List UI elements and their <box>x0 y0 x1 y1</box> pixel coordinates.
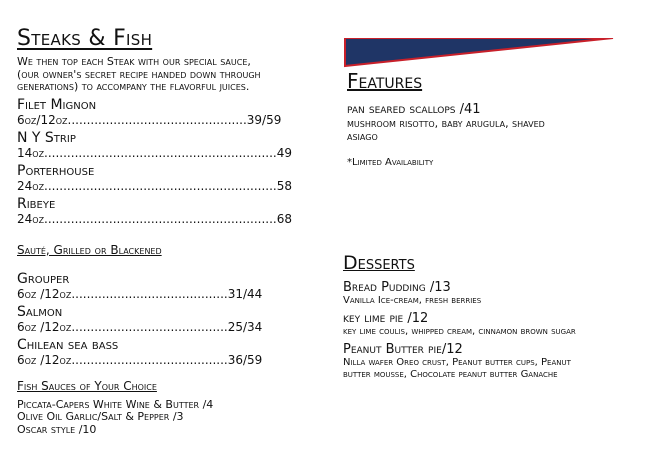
dessert-item <box>343 280 643 307</box>
dessert-item <box>343 342 643 381</box>
feature-desc-line: mushroom risotto, baby arugula, shaved <box>347 117 545 130</box>
item-price-line: 6oz/12oz...............................................39/59 <box>17 112 282 127</box>
item-name: Grouper <box>17 270 70 287</box>
item-name: N Y Strip <box>17 129 76 146</box>
item-price-line: 6oz /12oz.........................................36/59 <box>17 352 263 367</box>
item-price-line: 24oz.............................................................58 <box>17 178 292 193</box>
item-price-line: 6oz /12oz.........................................25/34 <box>17 319 263 334</box>
sauce-item: Olive Oil Garlic/Salt & Pepper /3 <box>17 410 184 423</box>
dessert-item <box>343 311 643 338</box>
item-price-line: 6oz /12oz.........................................31/44 <box>17 286 263 301</box>
dessert-desc-line: Vanilla Ice-cream, fresh berries <box>343 295 482 306</box>
sauce-item: Oscar style /10 <box>17 422 97 436</box>
intro-line: We then top each Steak with our special sauce, <box>17 55 251 68</box>
steaks-section <box>17 28 317 436</box>
dessert-desc-line: butter mousse, Chocolate peanut butter Ganache <box>343 369 558 380</box>
dessert-desc-line: key lime coulis, whipped cream, cinnamon brown sugar <box>343 326 576 337</box>
pennant-banner <box>343 38 615 68</box>
availability-note: *Limited Availability <box>347 157 434 168</box>
dessert-name: key lime pie /12 <box>343 311 429 326</box>
features-title: Features <box>347 69 423 93</box>
sauce-item: Piccata-Capers White Wine & Butter /4 <box>17 397 214 411</box>
steaks-title: Steaks & Fish <box>17 26 153 51</box>
fish-item <box>17 304 317 334</box>
right-column <box>343 38 643 381</box>
fish-item <box>17 271 317 301</box>
item-price-line: 24oz.............................................................68 <box>17 211 292 226</box>
item-name: Filet Mignon <box>17 96 97 113</box>
item-name: Chilean sea bass <box>17 336 119 353</box>
dessert-name: Peanut Butter pie/12 <box>343 342 463 357</box>
steak-item <box>17 196 317 226</box>
feature-name: pan seared scallops /41 <box>347 102 481 117</box>
intro-line: generations) to accompany the flavorful juices. <box>17 80 250 93</box>
item-name: Porterhouse <box>17 162 95 179</box>
steak-item <box>17 163 317 193</box>
item-name: Salmon <box>17 303 63 320</box>
sauces-heading: Fish Sauces of Your Choice <box>17 378 157 393</box>
steak-item <box>17 130 317 160</box>
steaks-intro <box>17 56 317 94</box>
feature-desc-line: asiago <box>347 130 378 143</box>
dessert-name: Bread Pudding /13 <box>343 280 451 295</box>
intro-line: (our owner's secret recipe handed down through <box>17 67 261 81</box>
fish-item <box>17 337 317 367</box>
steak-item <box>17 97 317 127</box>
prep-heading: Sauté, Grilled or Blackened <box>17 242 162 257</box>
item-name: Ribeye <box>17 195 56 212</box>
item-price-line: 14oz.............................................................49 <box>17 145 292 160</box>
dessert-desc-line: Nilla wafer Oreo crust, Peanut butter cups, Peanut <box>343 357 571 368</box>
desserts-title: Desserts <box>343 252 415 274</box>
